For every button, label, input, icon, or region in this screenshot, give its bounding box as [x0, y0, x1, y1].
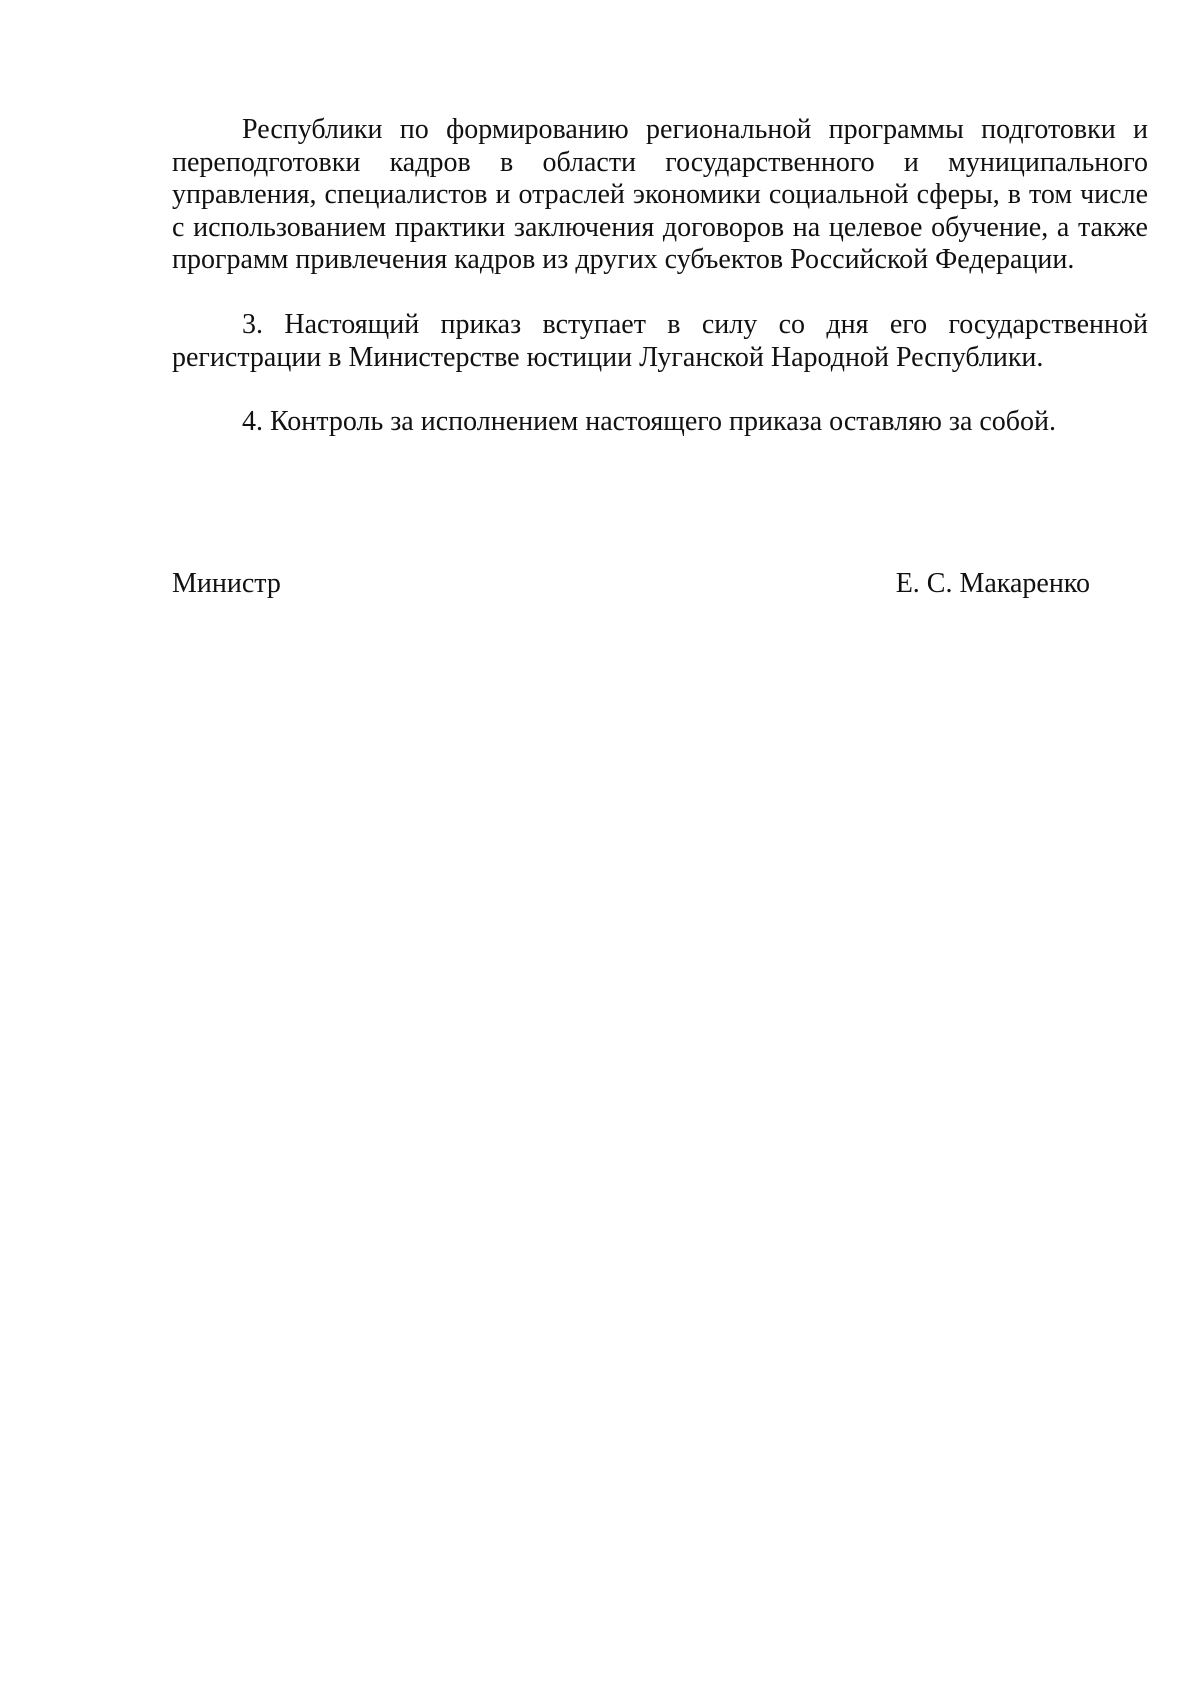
paragraph-4: 4. Контроль за исполнением настоящего приказа оставляю за собой.	[242, 406, 1057, 438]
signatory-position: Министр	[172, 568, 281, 599]
signature-block	[172, 568, 1090, 600]
document-body	[172, 114, 1148, 439]
paragraph-3: 3. Настоящий приказ вступает в силу со дня его государственной регистрации в Министерстве юстиции Луганской Народной Республики.	[172, 308, 1148, 373]
signatory-name: Е. С. Макаренко	[895, 568, 1090, 599]
paragraph-continuation: Республики по формированию региональной программы подготовки и переподготовки кадров в области государственного и муниципального управления, специалистов и отраслей экономики социальной сферы, в том числе с использованием практики заключения договоров на целевое обучение, а также программ привлечения кадров из других субъектов Российской Федерации.	[172, 114, 1148, 276]
